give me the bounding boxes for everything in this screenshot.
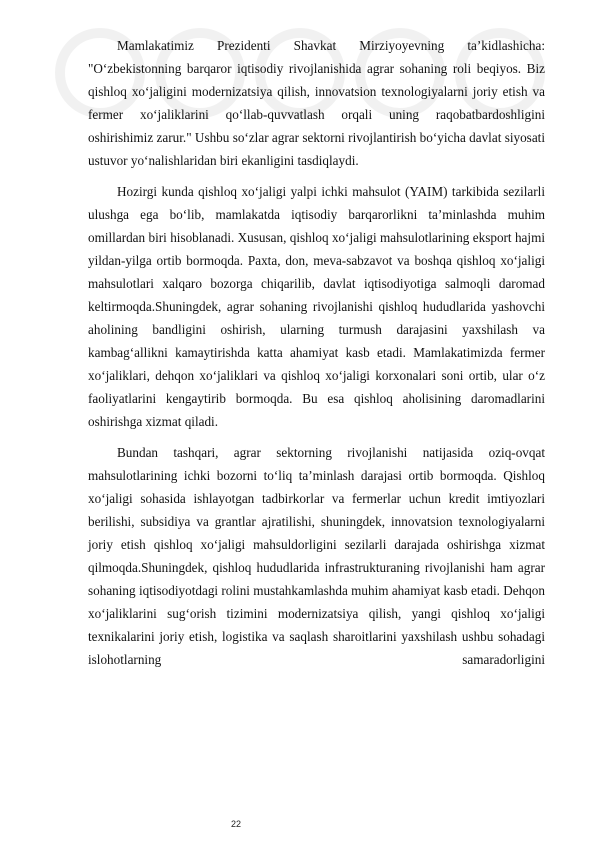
- paragraph-3: Bundan tashqari, agrar sektorning rivojlanishi natijasida oziq-ovqat mahsulotlarining ichki bozorni to‘liq ta’minlash darajasi ortib bormoqda. Qishloq xo‘jaligi sohasida ishlayotgan tadbirkorlar va fermerlar uchun kredit imtiyozlari berilishi, subsidiya va grantlar ajratilishi, shuningdek, innovatsion texnologiyalarni joriy etish qishloq xo‘jaligi mahsuldorligini sezilarli darajada oshirishga xizmat qilmoqda.Shuningdek, qishloq hududlarida infrastrukturaning rivojlanishi ham agrar sohaning iqtisodiyotdagi rolini mustahkamlashda muhim ahamiyat kasb etadi. Dehqon xo‘jaliklarini sug‘orish tizimini modernizatsiya qilish, yangi qishloq xo‘jaligi texnikalarini joriy etish, logistika va saqlash sharoitlarini yaxshilash ushbu sohadagi islohotlarning samaradorligini: [88, 445, 545, 667]
- document-body: [88, 34, 545, 671]
- page-number: 22: [231, 819, 242, 829]
- paragraph-1: Mamlakatimiz Prezidenti Shavkat Mirziyoyevning ta’kidlashicha: "O‘zbekistonning barqaror iqtisodiy rivojlanishida agrar sohaning roli beqiyos. Biz qishloq xo‘jaligini modernizatsiya qilish, innovatsion texnologiyalarni joriy etish va fermer xo‘jaliklarini qo‘llab-quvvatlash orqali uning raqobatbardoshligini oshirishimiz zarur." Ushbu so‘zlar agrar sektorni rivojlantirish bo‘yicha davlat siyosati ustuvor yo‘nalishlaridan biri ekanligini tasdiqlaydi.: [88, 38, 545, 168]
- paragraph-2: Hozirgi kunda qishloq xo‘jaligi yalpi ichki mahsulot (YAIM) tarkibida sezilarli ulushga ega bo‘lib, mamlakatda iqtisodiy barqarorlikni ta’minlashda muhim omillardan biri hisoblanadi. Xususan, qishloq xo‘jaligi mahsulotlarining eksport hajmi yildan-yilga ortib bormoqda. Paxta, don, meva-sabzavot va boshqa qishloq xo‘jaligi mahsulotlari xalqaro bozorga chiqarilib, davlat iqtisodiyotiga salmoqli daromad keltirmoqda.Shuningdek, agrar sohaning rivojlanishi qishloq hududlarida yashovchi aholining bandligini oshirish, ularning turmush darajasini yaxshilash va kambag‘allikni kamaytirishda katta ahamiyat kasb etadi. Mamlakatimizda fermer xo‘jaliklari, dehqon xo‘jaliklari va qishloq xo‘jaligi korxonalari soni ortib, ular o‘z faoliyatlarini kengaytirib bormoqda. Bu esa qishloq aholisining daromadlarini oshirishga xizmat qiladi.: [88, 184, 545, 429]
